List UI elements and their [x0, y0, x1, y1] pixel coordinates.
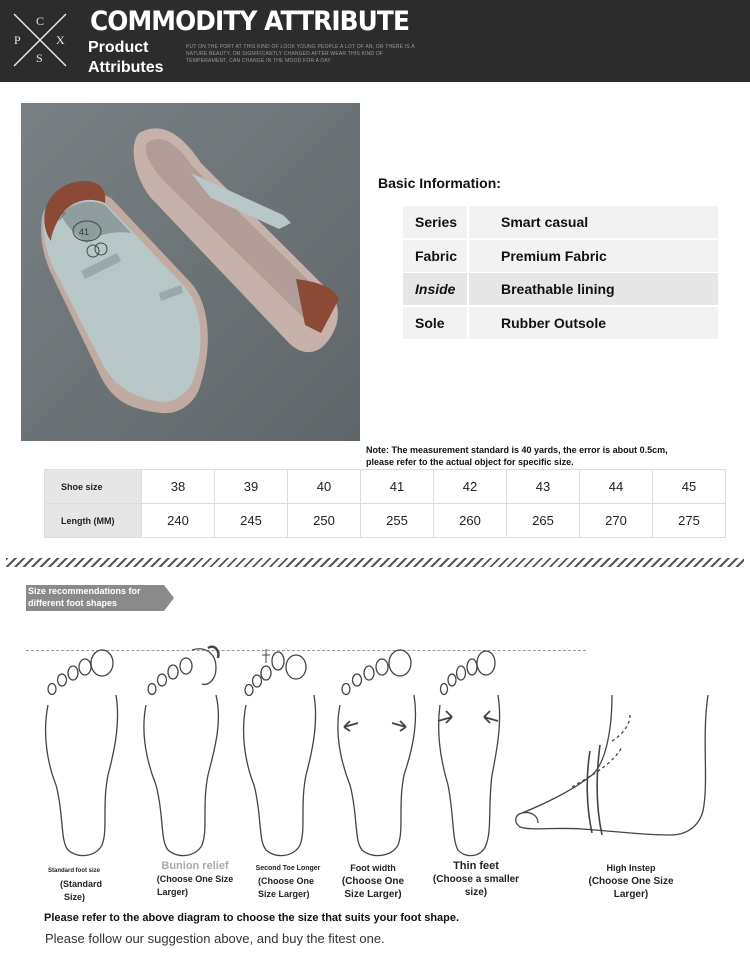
size-table: [44, 469, 726, 538]
banner-title: COMMODITY ATTRIBUTE: [90, 6, 410, 37]
length-row-header: Length (MM): [45, 504, 142, 538]
shoe-size-badge: 41: [79, 227, 90, 237]
header-banner: [0, 0, 750, 82]
info-row-fabric: [403, 240, 718, 272]
foot-high-instep-icon: [512, 695, 717, 845]
length-row: [45, 504, 726, 538]
foot-label-title: Standard foot size: [47, 868, 100, 874]
basic-info-title: Basic Information:: [378, 175, 501, 191]
foot-label-line1: (Choose One Size: [156, 874, 234, 884]
foot-label-line1: (Choose One: [258, 876, 315, 886]
info-value: Premium Fabric: [469, 240, 718, 272]
info-value: Breathable lining: [469, 273, 718, 305]
recommendation-line2: different foot shapes: [28, 598, 118, 608]
info-label: Series: [403, 206, 467, 238]
logo-letter-x: X: [56, 33, 65, 47]
banner-subtitle-line2: Attributes: [88, 59, 164, 76]
recommendation-line1: Size recommendations for: [28, 586, 141, 596]
info-value: Smart casual: [469, 206, 718, 238]
length-cell: 270: [580, 504, 653, 538]
foot-label-line2: Larger): [157, 887, 189, 897]
foot-label-thin: [426, 860, 526, 899]
size-cell: 39: [215, 470, 288, 504]
logo-letter-c: C: [36, 14, 45, 28]
foot-thin-icon: [430, 645, 506, 860]
length-cell: 255: [361, 504, 434, 538]
info-label: Inside: [403, 273, 467, 305]
size-guide-instruction: Please refer to the above diagram to choose the size that suits your foot shape.: [44, 912, 460, 924]
foot-standard-icon: [38, 645, 122, 860]
foot-label-line2: size): [464, 887, 488, 898]
foot-label-title: Thin feet: [453, 860, 499, 872]
length-cell: 275: [653, 504, 726, 538]
size-cell: 45: [653, 470, 726, 504]
measurement-note: [366, 444, 726, 468]
size-cell: 38: [142, 470, 215, 504]
size-cell: 41: [361, 470, 434, 504]
foot-label-second-toe: [248, 862, 328, 901]
foot-label-bunion: [150, 860, 240, 899]
slip-on-shoes-image: [21, 103, 360, 441]
foot-label-title: Bunion relief: [161, 860, 229, 872]
info-value: Rubber Outsole: [469, 307, 718, 339]
foot-label-high-instep: [576, 862, 686, 901]
size-cell: 42: [434, 470, 507, 504]
logo-letter-s: S: [36, 51, 43, 65]
info-label: Sole: [403, 307, 467, 339]
foot-label-title: Foot width: [350, 863, 396, 873]
brand-logo: [12, 12, 68, 68]
info-row-series: [403, 206, 718, 238]
size-cell: 44: [580, 470, 653, 504]
banner-subtitle: [88, 38, 164, 78]
foot-label-line1: (Choose One: [341, 876, 405, 887]
size-cell: 40: [288, 470, 361, 504]
size-guide-suggestion: Please follow our suggestion above, and buy the fitest one.: [45, 931, 385, 946]
foot-label-line2: Size): [64, 892, 86, 902]
foot-label-line1: (Choose One Size: [588, 876, 674, 887]
recommendation-label: [28, 585, 168, 609]
banner-fine-print: PUT ON THE PORT AT THIS KIND OF LOOK YOUNG PEOPLE A LOT OF AN, OR THERE IS A NATURE BEAUTY, OR SIGNIFICANTLY CHANGED AFTER WEAR THIS KIND OF TEMPERAMENT, CAN CHANGE IN THE MOOD FOR A DAY: [186, 44, 415, 64]
foot-label-title: Second Toe Longer: [255, 865, 321, 872]
foot-bunion-icon: [136, 640, 226, 860]
logo-letter-p: P: [14, 33, 21, 47]
info-row-sole: [403, 307, 718, 339]
product-photo: [21, 103, 360, 441]
hatched-divider: [6, 558, 744, 567]
length-cell: 265: [507, 504, 580, 538]
length-cell: 240: [142, 504, 215, 538]
foot-wide-icon: [332, 645, 420, 860]
length-cell: 245: [215, 504, 288, 538]
length-cell: 250: [288, 504, 361, 538]
foot-label-line2: Size Larger): [344, 889, 402, 900]
note-line1: Note: The measurement standard is 40 yards, the error is about 0.5cm,: [366, 445, 668, 455]
foot-second-toe-icon: [236, 645, 320, 860]
foot-label-line1: (Standard: [60, 879, 103, 889]
note-line2: please refer to the actual object for specific size.: [366, 457, 574, 467]
foot-label-title: High Instep: [606, 863, 656, 873]
heel-tab-label: SIZE: [55, 209, 68, 223]
foot-label-line1: (Choose a smaller: [432, 874, 520, 885]
foot-label-line2: Larger): [613, 889, 649, 900]
info-label: Fabric: [403, 240, 467, 272]
size-row: [45, 470, 726, 504]
length-cell: 260: [434, 504, 507, 538]
size-cell: 43: [507, 470, 580, 504]
foot-label-wide: [333, 862, 413, 901]
banner-subtitle-line1: Product: [88, 39, 149, 56]
foot-label-standard: [44, 865, 104, 904]
size-row-header: Shoe size: [45, 470, 142, 504]
info-row-inside: [403, 273, 718, 305]
foot-label-line2: Size Larger): [258, 889, 310, 899]
